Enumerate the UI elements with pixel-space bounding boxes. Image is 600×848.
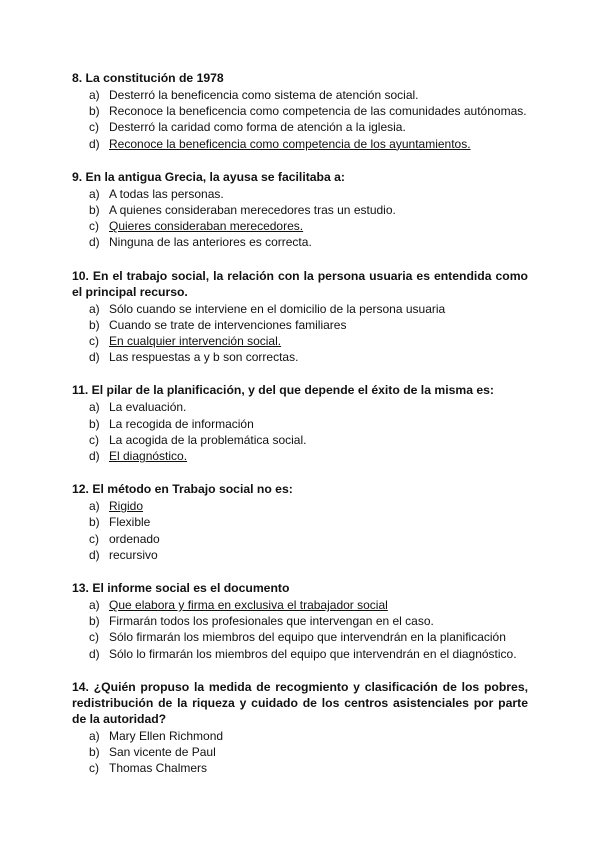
question-block [72,481,528,563]
option-letter: d) [89,449,100,464]
option-letter: c) [89,120,99,135]
question-list [72,70,528,793]
option-text-underlined: En cualquier intervención social. [109,334,282,349]
option-text: Firmarán todos los profesionales que intervengan en el caso. [109,614,434,629]
answer-option [72,629,528,645]
option-text-underlined: Que elabora y firma en exclusiva el trabajador social [109,598,388,613]
option-text: Thomas Chalmers [109,761,208,776]
answer-option [72,136,528,152]
option-text: San vicente de Paul [109,745,216,760]
answer-option [72,613,528,629]
option-text: A quienes consideraban merecedores tras un estudio. [109,203,396,218]
answer-option [72,119,528,135]
answer-option [72,399,528,415]
question-block [72,679,528,777]
option-letter: d) [89,646,100,661]
option-text: Desterró la caridad como forma de atención a la iglesia. [109,120,406,135]
option-text: A todas las personas. [109,186,224,201]
answer-option [72,498,528,514]
option-letter: a) [89,301,100,316]
option-letter: a) [89,598,100,613]
option-letter: b) [89,203,100,218]
option-letter: b) [89,317,100,332]
option-text: Sólo firmarán los miembros del equipo que intervendrán en la planificación [109,630,506,645]
option-list [72,728,528,777]
answer-option [72,416,528,432]
option-text-underlined: Rigido [109,499,144,514]
option-text-underlined: Reconoce la beneficencia como competencia de los ayuntamientos. [109,136,471,151]
option-text-underlined: El diagnóstico. [109,449,188,464]
option-letter: a) [89,88,100,102]
answer-option [72,547,528,563]
option-letter: a) [89,400,100,415]
option-text: ordenado [109,531,160,546]
option-letter: b) [89,416,100,431]
option-text: La acogida de la problemática social. [109,432,307,447]
option-text: Sólo lo firmarán los miembros del equipo que intervendrán en el diagnóstico. [109,646,517,661]
option-text: La evaluación. [109,400,187,415]
option-text: Flexible [109,515,151,530]
answer-option [72,349,528,365]
answer-option [72,87,528,103]
answer-option [72,317,528,333]
answer-option [72,103,528,119]
option-text: Mary Ellen Richmond [109,728,224,743]
option-letter: c) [89,432,99,447]
answer-option [72,202,528,218]
option-letter: d) [89,350,100,365]
option-letter: a) [89,499,100,514]
answer-option [72,531,528,547]
option-text: Reconoce la beneficencia como competencia de las comunidades autónomas. [109,104,527,119]
answer-option [72,744,528,760]
question-block [72,382,528,464]
question-title: 14. ¿Quién propuso la medida de recogmiento y clasificación de los pobres, redistribución de la riqueza y cuidado de los centros asistenciales por parte de la autoridad? [72,679,528,726]
option-letter: c) [89,334,99,349]
option-list [72,87,528,152]
option-text: Cuando se trate de intervenciones familiares [109,317,347,332]
option-letter: c) [89,630,99,645]
question-block [72,268,528,366]
answer-option [72,234,528,250]
question-title: 8. La constitución de 1978 [72,71,224,85]
answer-option [72,432,528,448]
option-letter: c) [89,219,99,234]
question-block [72,169,528,251]
answer-option [72,186,528,202]
option-list [72,301,528,366]
option-letter: b) [89,515,100,530]
option-text: La recogida de información [109,416,254,431]
option-list [72,399,528,464]
answer-option [72,301,528,317]
option-letter: d) [89,136,100,151]
answer-option [72,646,528,662]
option-letter: d) [89,235,100,250]
option-letter: b) [89,104,100,119]
answer-option [72,448,528,464]
option-letter: a) [89,186,100,201]
option-list [72,597,528,662]
option-list [72,498,528,563]
option-text-underlined: Quieres consideraban merecedores. [109,219,304,234]
question-block [72,580,528,662]
question-title: 11. El pilar de la planificación, y del que depende el éxito de la misma es: [72,383,494,398]
answer-option [72,218,528,234]
answer-option [72,514,528,530]
option-list [72,186,528,251]
option-text: Ninguna de las anteriores es correcta. [109,235,312,250]
question-title: 9. En la antigua Grecia, la ayusa se facilitaba a: [72,169,345,184]
question-title: 13. El informe social es el documento [72,581,290,596]
option-letter: a) [89,728,100,743]
option-letter: d) [89,547,100,562]
option-letter: b) [89,614,100,629]
answer-option [72,333,528,349]
question-block [72,70,528,152]
option-letter: b) [89,745,100,760]
question-title: 12. El método en Trabajo social no es: [72,482,293,497]
option-letter: c) [89,761,99,776]
answer-option [72,728,528,744]
question-title: 10. En el trabajo social, la relación con la persona usuaria es entendida como el principal recurso. [72,268,528,299]
option-text: Sólo cuando se interviene en el domicilio de la persona usuaria [109,301,446,316]
answer-option [72,597,528,613]
answer-option [72,760,528,776]
option-text: recursivo [109,547,158,562]
option-text: Desterró la beneficencia como sistema de atención social. [109,88,419,102]
option-text: Las respuestas a y b son correctas. [109,350,299,365]
option-letter: c) [89,531,99,546]
